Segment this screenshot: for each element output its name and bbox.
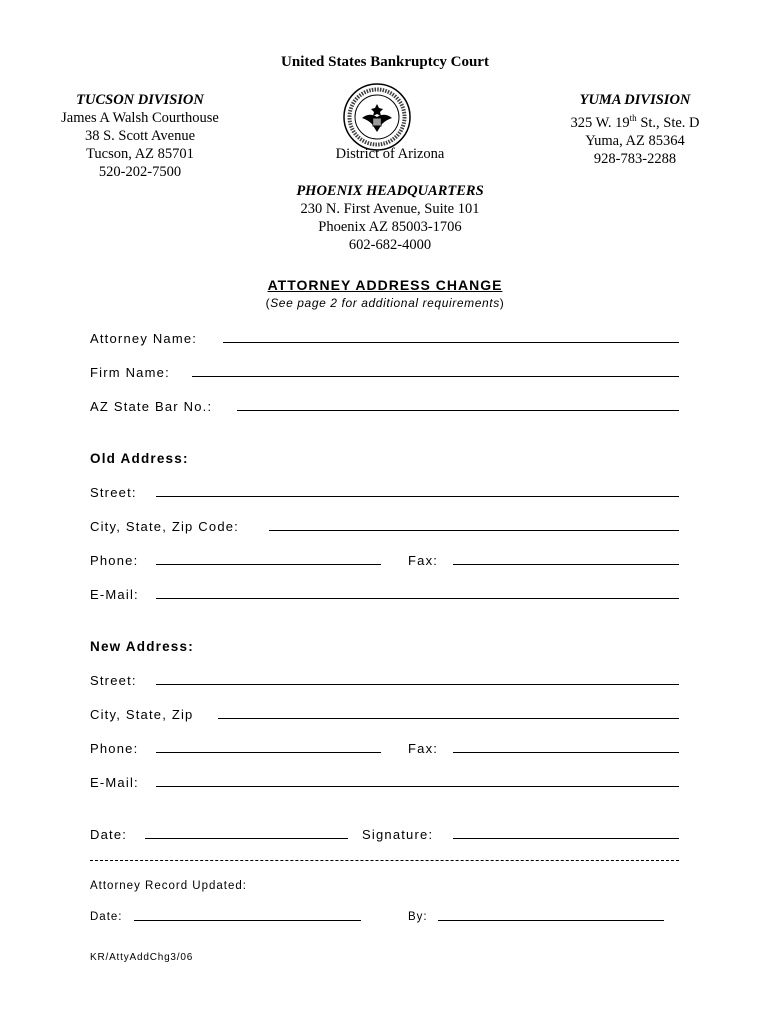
form-title-text: ATTORNEY ADDRESS CHANGE [267,277,503,293]
tucson-division-block [40,91,240,181]
old-street-field[interactable] [156,496,679,497]
office-by-field[interactable] [438,920,664,921]
form-title [0,277,770,293]
date-field[interactable] [145,838,348,839]
district-name: District of Arizona [335,146,445,162]
new-email-label: E-Mail: [90,775,139,790]
new-city-field[interactable] [218,718,679,719]
old-email-label: E-Mail: [90,587,139,602]
attorney-name-label: Attorney Name: [90,331,198,346]
tucson-division-name: TUCSON DIVISION [76,92,204,108]
form-subtitle-open: ( [265,296,271,310]
yuma-address-line1 [535,109,735,132]
firm-name-field[interactable] [192,376,679,377]
new-phone-label: Phone: [90,741,139,756]
old-address-heading: Old Address: [90,451,189,466]
yuma-address-line1-sup: th [629,113,637,123]
office-date-field[interactable] [134,920,361,921]
form-subtitle-close: ) [499,296,505,310]
firm-name-label: Firm Name: [90,365,170,380]
new-street-label: Street: [90,673,137,688]
form-code: KR/AttyAddChg3/06 [90,952,194,963]
yuma-address-line1-post: St., Ste. D [636,114,700,131]
old-fax-label: Fax: [408,553,439,568]
yuma-phone: 928-783-2288 [593,150,677,167]
new-city-label: City, State, Zip [90,707,194,722]
tucson-phone: 520-202-7500 [98,164,182,180]
court-seal-icon [342,82,412,152]
tucson-address-line3: Tucson, AZ 85701 [86,146,194,162]
new-email-field[interactable] [156,786,679,787]
phoenix-division-name: PHOENIX HEADQUARTERS [296,183,484,199]
form-subtitle-text: See page 2 for additional requirements [270,296,500,310]
signature-field[interactable] [453,838,679,839]
yuma-division-name: YUMA DIVISION [579,92,691,108]
old-fax-field[interactable] [453,564,679,565]
tucson-address-line1: James A Walsh Courthouse [61,110,219,126]
phoenix-address-line1: 230 N. First Avenue, Suite 101 [300,201,480,217]
phoenix-phone: 602-682-4000 [348,237,432,253]
form-subtitle [0,296,770,310]
court-title: United States Bankruptcy Court [281,54,489,70]
old-city-field[interactable] [269,530,679,531]
new-street-field[interactable] [156,684,679,685]
new-phone-field[interactable] [156,752,381,753]
old-phone-field[interactable] [156,564,381,565]
old-street-label: Street: [90,485,137,500]
bar-no-label: AZ State Bar No.: [90,399,213,414]
phoenix-address-line2: Phoenix AZ 85003-1706 [318,219,462,235]
record-updated-label: Attorney Record Updated: [90,880,247,892]
phoenix-headquarters-block [235,182,545,254]
old-email-field[interactable] [156,598,679,599]
attorney-name-field[interactable] [223,342,679,343]
old-phone-label: Phone: [90,553,139,568]
yuma-address-line2: Yuma, AZ 85364 [585,132,685,149]
signature-label: Signature: [362,827,434,842]
yuma-division-block [535,91,735,168]
new-address-heading: New Address: [90,639,194,654]
dashed-separator [90,860,679,861]
tucson-address-line2: 38 S. Scott Avenue [84,128,196,144]
office-date-label: Date: [90,911,123,923]
date-label: Date: [90,827,128,842]
yuma-address-line1-pre: 325 W. 19 [570,114,630,131]
new-fax-field[interactable] [453,752,679,753]
new-fax-label: Fax: [408,741,439,756]
old-city-label: City, State, Zip Code: [90,519,239,534]
office-by-label: By: [408,911,428,923]
bar-no-field[interactable] [237,410,679,411]
